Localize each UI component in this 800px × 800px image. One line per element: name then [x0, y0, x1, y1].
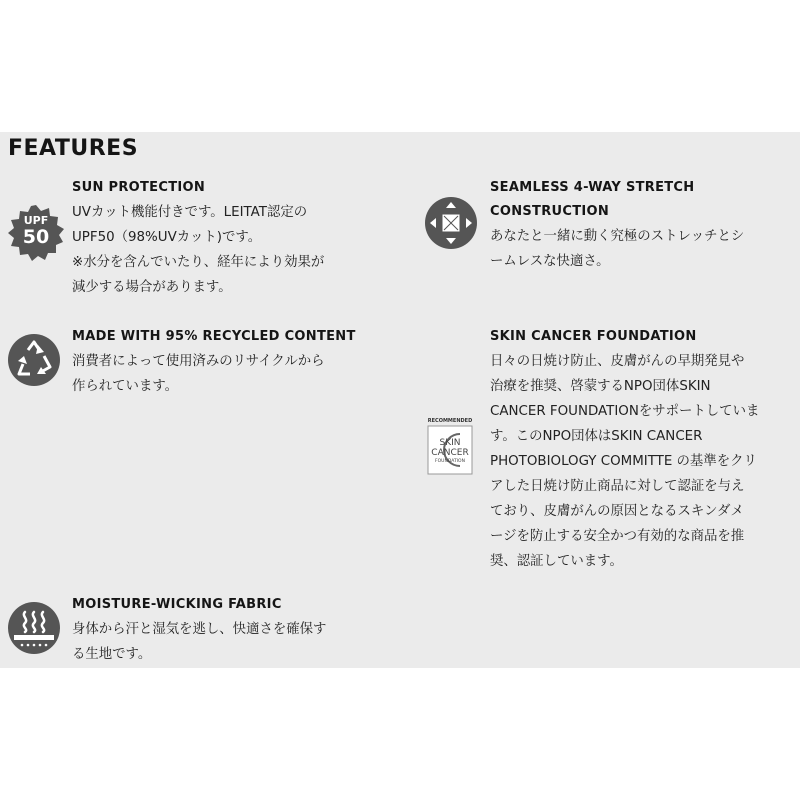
feature-title: SKIN CANCER FOUNDATION [490, 329, 697, 344]
feature-moisture-wicking [72, 593, 392, 667]
upf50-sun-icon [8, 205, 64, 261]
feature-body: 消費者によって使用済みのリサイクルから 作られています。 [72, 354, 325, 394]
feature-title: SEAMLESS 4-WAY STRETCH CONSTRUCTION [490, 180, 695, 219]
seal-foundation: FOUNDATION [435, 459, 465, 464]
feature-body: UVカット機能付きです。LEITAT認定の UPF50（98%UVカット)です。 ※水分を含んでいたり、経年により効果が 減少する場合があります。 [72, 205, 325, 295]
recycle-icon [8, 334, 60, 386]
feature-body: 身体から汗と湿気を逃し、快適さを確保す る生地です。 [72, 622, 327, 662]
four-way-stretch-icon [424, 196, 478, 250]
feature-title: SUN PROTECTION [72, 180, 206, 195]
feature-body: 日々の日焼け防止、皮膚がんの早期発見や 治療を推奨、啓蒙するNPO団体SKIN CANCER FOUNDATIONをサポートしていま す。このNPO団体はSKIN CANCER PHOTOBIOLOGY COMMITTE の基準をクリ アした日焼け防止商品に対して認証を与え ており、皮膚がんの原因となるスキンダメ ージを防止する安全かつ有効的な商品を推 奨、認証しています。 [490, 354, 760, 569]
seal-cancer: CANCER [431, 448, 469, 458]
feature-sun-protection [72, 176, 392, 300]
upf-label: UPF [23, 214, 49, 227]
feature-title: MADE WITH 95% RECYCLED CONTENT [72, 329, 356, 344]
seal-recommended: RECOMMENDED [427, 418, 473, 424]
feature-title: MOISTURE-WICKING FABRIC [72, 597, 282, 612]
moisture-wicking-icon [8, 602, 60, 654]
page-title: FEATURES [8, 136, 139, 161]
seal-skin: SKIN [439, 438, 461, 448]
upf-value: 50 [22, 226, 50, 248]
skin-cancer-foundation-seal-icon [424, 418, 476, 476]
feature-recycled-content [72, 325, 392, 399]
feature-body: あなたと一緒に動く究極のストレッチとシ ームレスな快適さ。 [490, 229, 745, 269]
feature-skin-cancer-foundation [490, 325, 800, 574]
feature-seamless-stretch [490, 176, 790, 274]
